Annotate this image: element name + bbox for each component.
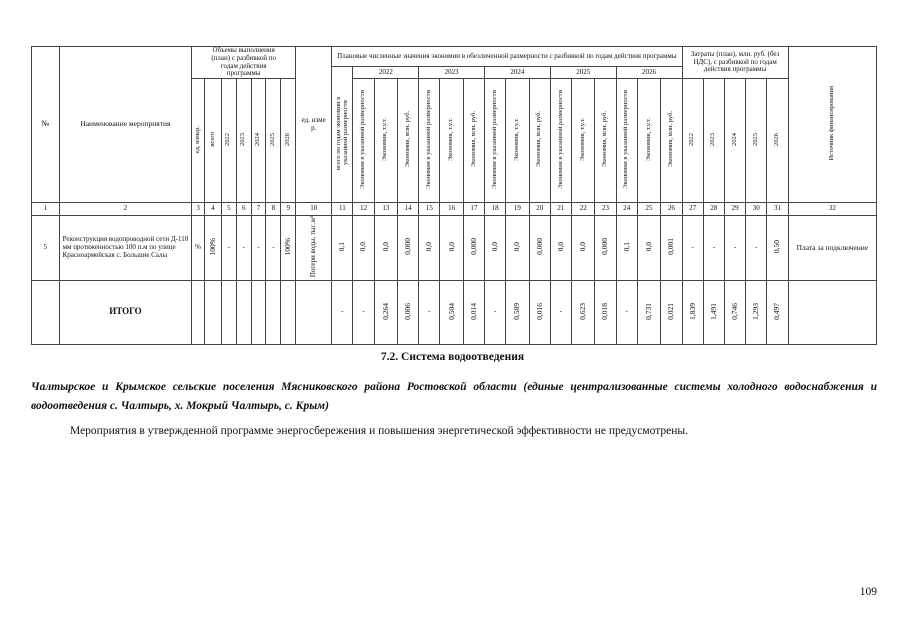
total-label: ИТОГО: [59, 280, 192, 344]
page-number: 109: [859, 586, 877, 598]
column-number-row: [32, 203, 877, 216]
row-saving: 0,0: [374, 216, 397, 281]
col-number: 23: [595, 203, 616, 216]
total-saving: 0,589: [506, 280, 529, 344]
header-year-2022: 2022: [353, 67, 419, 79]
header-cost-2023: 2023: [703, 79, 724, 203]
header-sav-rub: Экономия, млн. руб.: [661, 79, 682, 203]
col-number: 8: [266, 203, 281, 216]
row-saving: 0,000: [529, 216, 550, 281]
col-number: 13: [374, 203, 397, 216]
total-saving: 0,623: [572, 280, 595, 344]
total-saving: 0,006: [398, 280, 419, 344]
col-number: 6: [236, 203, 251, 216]
col-number: 31: [767, 203, 788, 216]
col-number: 1: [32, 203, 60, 216]
row-saving: 0,001: [661, 216, 682, 281]
row-saving: 0,0: [572, 216, 595, 281]
header-year-2023: 2023: [419, 67, 485, 79]
col-number: 27: [682, 203, 703, 216]
row-cost: -: [682, 216, 703, 281]
row-cost: -: [746, 216, 767, 281]
row-cost: 0,50: [767, 216, 788, 281]
row-saving: 0,000: [595, 216, 616, 281]
total-cost: 1,839: [682, 280, 703, 344]
header-sav-tut: Экономия, т.у.т.: [374, 79, 397, 203]
total-saving: 0,016: [529, 280, 550, 344]
row-saving: 0,0: [506, 216, 529, 281]
row-saving: 0,000: [463, 216, 484, 281]
header-sav-unit: Экономия в указанной размерности: [485, 79, 506, 203]
total-sav-total: -: [332, 280, 353, 344]
header-year-2026: 2026: [616, 67, 682, 79]
row-saving: 0,0: [353, 216, 374, 281]
row-name: Реконструкция водопроводной сети Д-110 мм протяженностью 100 п.м по улице Красноармейская с. Большие Салы: [59, 216, 192, 281]
table-row: [32, 216, 877, 281]
row-y2023: -: [236, 216, 251, 281]
empty-cell: [236, 280, 251, 344]
empty-cell: [192, 280, 205, 344]
row-saving: 0,0: [419, 216, 440, 281]
header-total: всего: [204, 79, 221, 203]
total-saving: 0,018: [595, 280, 616, 344]
col-number: 10: [296, 203, 332, 216]
col-number: 28: [703, 203, 724, 216]
col-number: 15: [419, 203, 440, 216]
header-fin-source: Источник финансирования: [788, 47, 876, 203]
header-sav-tut: Экономия, т.у.т.: [572, 79, 595, 203]
col-number: 26: [661, 203, 682, 216]
col-number: 4: [204, 203, 221, 216]
total-cost: 1,293: [746, 280, 767, 344]
header-plan-values: Плановые численные значения экономии в обезличенной размерности с разбивкой по годам действия программы: [332, 47, 682, 67]
row-cost: -: [703, 216, 724, 281]
header-volumes: Объемы выполнения (план) с разбивкой по годам действия программы: [192, 47, 296, 79]
total-saving: -: [616, 280, 637, 344]
row-cost: -: [724, 216, 745, 281]
empty-cell: [296, 280, 332, 344]
col-number: 19: [506, 203, 529, 216]
header-sav-unit: Экономия в указанной размерности: [616, 79, 637, 203]
total-saving: 0,014: [463, 280, 484, 344]
header-sav-tut: Экономия, т.у.т.: [440, 79, 463, 203]
header-cost-2024: 2024: [724, 79, 745, 203]
col-number: 5: [221, 203, 236, 216]
header-vol-2022: 2022: [221, 79, 236, 203]
header-vol-2024: 2024: [251, 79, 266, 203]
row-y2026: 100%: [281, 216, 296, 281]
col-number: 16: [440, 203, 463, 216]
total-saving: -: [485, 280, 506, 344]
col-number: 20: [529, 203, 550, 216]
col-number: 3: [192, 203, 205, 216]
header-no: №: [32, 47, 60, 203]
col-number: 9: [281, 203, 296, 216]
empty-cell: [251, 280, 266, 344]
col-number: 2: [59, 203, 192, 216]
header-costs: Затраты (план), млн. руб. (без НДС), с разбивкой по годам действия программы: [682, 47, 788, 79]
header-total-savings: всего по годам экономии в указанной размерности: [332, 67, 353, 203]
col-number: 14: [398, 203, 419, 216]
header-year-2024: 2024: [485, 67, 551, 79]
row-sav-total: 0,1: [332, 216, 353, 281]
col-number: 30: [746, 203, 767, 216]
col-number: 17: [463, 203, 484, 216]
col-number: 7: [251, 203, 266, 216]
header-sav-rub: Экономия, млн. руб.: [529, 79, 550, 203]
total-no-cell: [32, 280, 60, 344]
empty-cell: [788, 280, 876, 344]
total-cost: 0,497: [767, 280, 788, 344]
col-number: 12: [353, 203, 374, 216]
row-total: 100%: [204, 216, 221, 281]
col-number: 24: [616, 203, 637, 216]
total-saving: 0,504: [440, 280, 463, 344]
energy-saving-plan-table: [31, 46, 877, 345]
col-number: 25: [637, 203, 660, 216]
header-sav-rub: Экономия, млн. руб.: [463, 79, 484, 203]
header-sav-tut: Экономия, т.у.т.: [637, 79, 660, 203]
measures-paragraph: Мероприятия в утвержденной программе энергосбережения и повышения энергетической эффективности не предусмотрены.: [70, 425, 689, 437]
header-vol-2026: 2026: [281, 79, 296, 203]
total-cost: 1,491: [703, 280, 724, 344]
col-number: 22: [572, 203, 595, 216]
row-no: 5: [32, 216, 60, 281]
row-y2024: -: [251, 216, 266, 281]
total-row: [32, 280, 877, 344]
empty-cell: [221, 280, 236, 344]
header-year-2025: 2025: [550, 67, 616, 79]
row-y2022: -: [221, 216, 236, 281]
row-saving: 0,0: [637, 216, 660, 281]
total-cost: 0,746: [724, 280, 745, 344]
row-unit: %: [192, 216, 205, 281]
header-name: Наименование мероприятия: [59, 47, 192, 203]
row-saving: 0,000: [398, 216, 419, 281]
header-sav-unit: Экономия в указанной размерности: [550, 79, 571, 203]
row-saving: 0,0: [550, 216, 571, 281]
row-saving: 0,0: [485, 216, 506, 281]
header-vol-2023: 2023: [236, 79, 251, 203]
header-vol-2025: 2025: [266, 79, 281, 203]
col-number: 18: [485, 203, 506, 216]
header-unit-meas: ед. измер.: [192, 79, 205, 203]
row-saving: 0,1: [616, 216, 637, 281]
col-number: 32: [788, 203, 876, 216]
total-saving: -: [550, 280, 571, 344]
header-sav-unit: Экономия в указанной размерности: [419, 79, 440, 203]
header-cost-2026: 2026: [767, 79, 788, 203]
header-sav-unit: Экономия в указанной размерности: [353, 79, 374, 203]
header-sav-rub: Экономия, млн. руб.: [398, 79, 419, 203]
row-source: Плата за подключение: [788, 216, 876, 281]
section-title: 7.2. Система водоотведения: [380, 351, 525, 363]
total-saving: -: [353, 280, 374, 344]
header-cost-2022: 2022: [682, 79, 703, 203]
settlements-paragraph: Чалтырское и Крымское сельские поселения Мясниковского района Ростовской области (единые централизованные системы холодного водоснабжения и водоотведения с. Чалтырь, х. Мокрый Чалтырь, с. Крым): [31, 381, 877, 412]
col-number: 21: [550, 203, 571, 216]
row-y2025: -: [266, 216, 281, 281]
total-saving: 0,731: [637, 280, 660, 344]
total-saving: -: [419, 280, 440, 344]
total-saving: 0,021: [661, 280, 682, 344]
header-sav-rub: Экономия, млн. руб.: [595, 79, 616, 203]
row-unit2: Потери воды, тыс.м³: [296, 216, 332, 281]
header-cost-2025: 2025: [746, 79, 767, 203]
header-unit2: ед. изме р.: [296, 47, 332, 203]
row-saving: 0,0: [440, 216, 463, 281]
empty-cell: [266, 280, 281, 344]
header-sav-tut: Экономия, т.у.т.: [506, 79, 529, 203]
col-number: 29: [724, 203, 745, 216]
empty-cell: [204, 280, 221, 344]
empty-cell: [281, 280, 296, 344]
total-saving: 0,264: [374, 280, 397, 344]
col-number: 11: [332, 203, 353, 216]
